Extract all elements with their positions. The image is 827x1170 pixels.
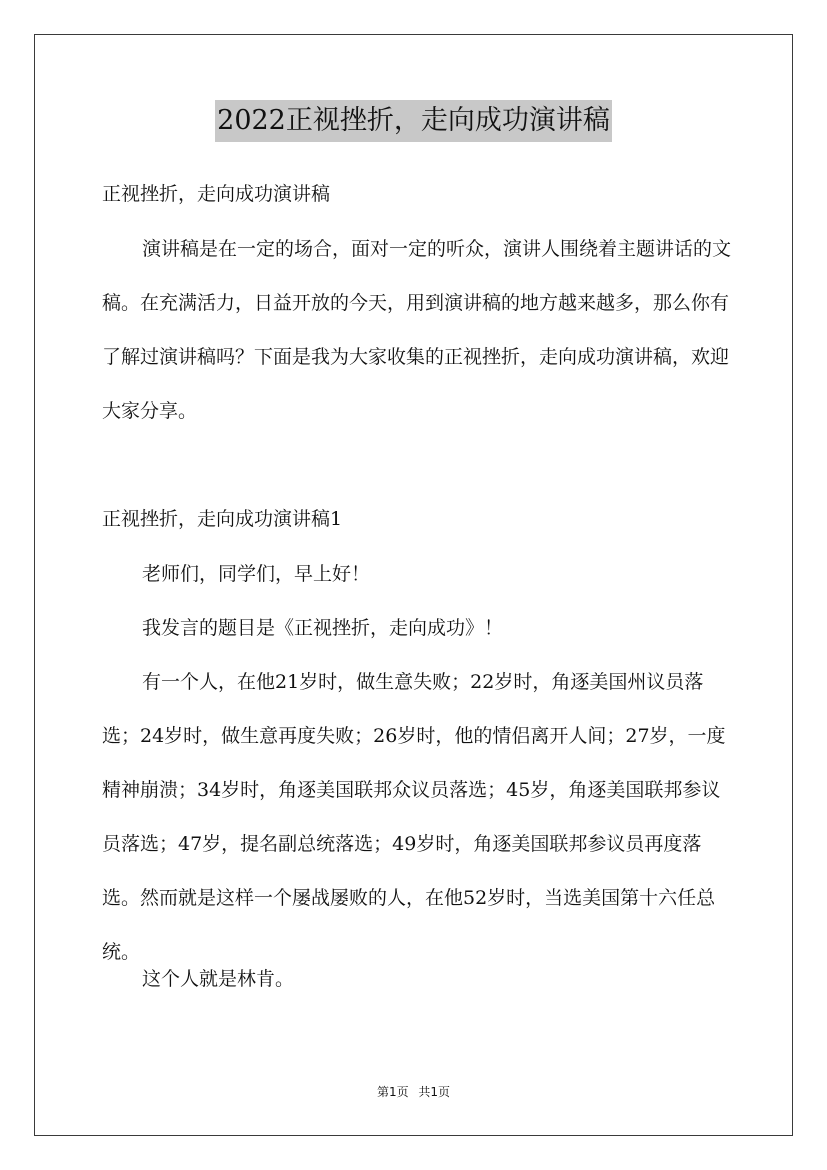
document-title: 2022正视挫折，走向成功演讲稿 [215,100,612,142]
conclusion-paragraph: 这个人就是林肯。 [142,968,295,990]
page-number: 第1页 [376,1085,409,1099]
page-footer [0,1083,827,1100]
greeting-paragraph: 老师们，同学们，早上好！ [142,563,371,585]
section-heading: 正视挫折，走向成功演讲稿1 [102,508,343,530]
intro-paragraph: 演讲稿是在一定的场合，面对一定的听众，演讲人围绕着主题讲话的文稿。在充满活力，日益开放的今天，用到演讲稿的地方越来越多，那么你有了解过演讲稿吗？下面是我为大家收集的正视挫折，走向成功演讲稿，欢迎大家分享。 [102,238,732,422]
document-subtitle: 正视挫折，走向成功演讲稿 [102,183,331,205]
page-total: 共1页 [418,1085,451,1099]
topic-paragraph: 我发言的题目是《正视挫折，走向成功》！ [142,617,504,639]
title-container [0,100,827,142]
story-paragraph: 有一个人，在他21岁时，做生意失败；22岁时，角逐美国州议员落选；24岁时，做生意再度失败；26岁时，他的情侣离开人间；27岁，一度精神崩溃；34岁时，角逐美国联邦众议员落选；45岁，角逐美国联邦参议员落选；47岁，提名副总统落选；49岁时，角逐美国联邦参议员再度落选。然而就是这样一个屡战屡败的人，在他52岁时，当选美国第十六任总统。 [102,671,726,963]
